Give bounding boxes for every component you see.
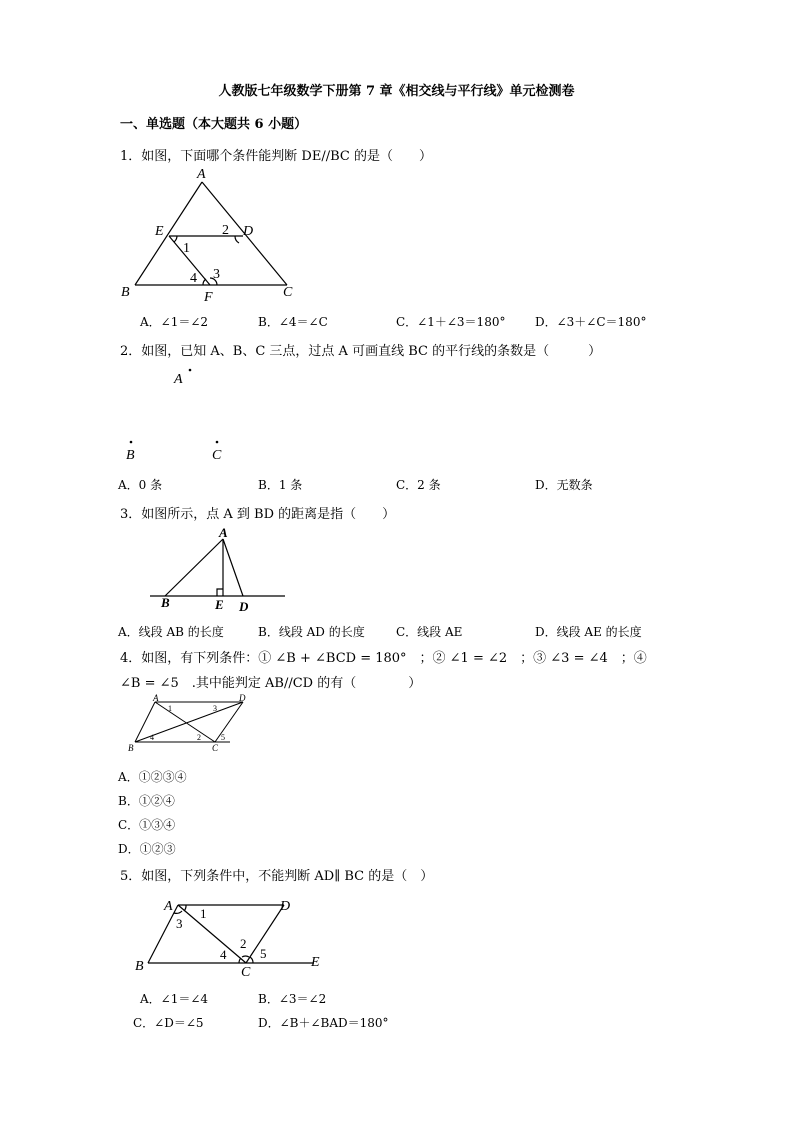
q5-option-b[interactable]: B．∠3＝∠2	[258, 992, 327, 1006]
q1-label-B: B	[121, 285, 130, 300]
q2-option-c[interactable]: C．2 条	[396, 478, 441, 492]
q4-figure	[125, 693, 250, 755]
q1-option-a[interactable]: A．∠1＝∠2	[140, 315, 209, 329]
q2-option-b[interactable]: B．1 条	[258, 478, 303, 492]
q5-stem: 5．如图，下列条件中，不能判断 AD∥ BC 的是（ ）	[120, 869, 434, 884]
q4-stem-line-1: 4．如图，有下列条件：① ∠B + ∠BCD = 180° ；② ∠1 = ∠2 ；③ ∠3 = ∠4 ；④	[120, 651, 647, 666]
q3-label-B: B	[161, 595, 170, 610]
q2-option-a[interactable]: A．0 条	[118, 478, 163, 492]
q1-label-A: A	[197, 167, 206, 182]
q5-label-D: D	[280, 899, 291, 914]
q1-label-D: D	[243, 224, 254, 239]
q5-angle-1: 1	[200, 906, 207, 921]
q4-label-C: C	[212, 743, 219, 753]
q4-angle-4: 4	[150, 733, 154, 742]
q3-option-d[interactable]: D．线段 AE 的长度	[535, 625, 642, 639]
q5-label-B: B	[135, 959, 144, 974]
q2-label-C: C	[212, 448, 222, 463]
document-title: 人教版七年级数学下册第 7 章《相交线与平行线》单元检测卷	[218, 84, 575, 99]
q2-figure	[120, 360, 240, 465]
q1-figure	[115, 165, 315, 305]
q1-stem: 1．如图，下面哪个条件能判断 DE//BC 的是（ ）	[120, 149, 432, 164]
q4-stem-line-2: ∠B = ∠5 .其中能判定 AB//CD 的有（ ）	[120, 676, 422, 691]
q4-label-B: B	[128, 743, 134, 753]
q1-label-E: E	[155, 224, 164, 239]
q5-label-E: E	[311, 955, 320, 970]
q3-option-c[interactable]: C．线段 AE	[396, 625, 463, 639]
q1-angle-4: 4	[190, 271, 197, 286]
q4-option-b[interactable]: B．①②④	[118, 794, 175, 808]
q5-angle-2: 2	[240, 936, 247, 951]
q5-figure	[128, 892, 333, 982]
q1-angle-2: 2	[222, 223, 229, 238]
q5-angle-4: 4	[220, 947, 227, 962]
q4-option-c[interactable]: C．①③④	[118, 818, 176, 832]
q2-label-A: A	[174, 372, 183, 387]
q2-label-B: B	[126, 448, 135, 463]
q1-option-b[interactable]: B．∠4＝∠C	[258, 315, 328, 329]
q4-label-D: D	[239, 693, 246, 703]
q5-angle-5: 5	[260, 946, 267, 961]
q4-angle-2: 2	[197, 733, 201, 742]
q5-angle-3: 3	[176, 916, 183, 931]
q3-label-A: A	[219, 525, 228, 540]
q4-angle-5: 5	[221, 733, 225, 742]
q4-option-d[interactable]: D．①②③	[118, 842, 176, 856]
q5-option-a[interactable]: A．∠1＝∠4	[140, 992, 209, 1006]
q3-option-b[interactable]: B．线段 AD 的长度	[258, 625, 365, 639]
q3-stem: 3．如图所示，点 A 到 BD 的距离是指（ ）	[120, 507, 396, 522]
q3-figure	[145, 527, 290, 617]
q3-label-E: E	[215, 597, 224, 612]
q4-angle-1: 1	[168, 704, 172, 713]
q2-stem: 2．如图，已知 A、B、C 三点，过点 A 可画直线 BC 的平行线的条数是（ ）	[120, 344, 602, 359]
q1-option-d[interactable]: D．∠3＋∠C＝180°	[535, 315, 647, 329]
q4-option-a[interactable]: A．①②③④	[118, 770, 187, 784]
q4-angle-3: 3	[213, 704, 217, 713]
q5-label-C: C	[241, 965, 251, 980]
q5-option-d[interactable]: D．∠B＋∠BAD＝180°	[258, 1016, 389, 1030]
q3-label-D: D	[239, 599, 249, 614]
q1-label-F: F	[204, 290, 213, 305]
q1-option-c[interactable]: C．∠1＋∠3＝180°	[396, 315, 506, 329]
q1-angle-1: 1	[183, 241, 190, 256]
q5-label-A: A	[164, 899, 173, 914]
q3-option-a[interactable]: A．线段 AB 的长度	[118, 625, 224, 639]
q1-angle-3: 3	[213, 267, 220, 282]
q5-option-c[interactable]: C．∠D＝∠5	[133, 1016, 204, 1030]
q4-label-A: A	[153, 693, 159, 703]
q1-label-C: C	[283, 285, 293, 300]
section-heading: 一、单选题（本大题共 6 小题）	[120, 117, 308, 132]
q2-option-d[interactable]: D．无数条	[535, 478, 593, 492]
